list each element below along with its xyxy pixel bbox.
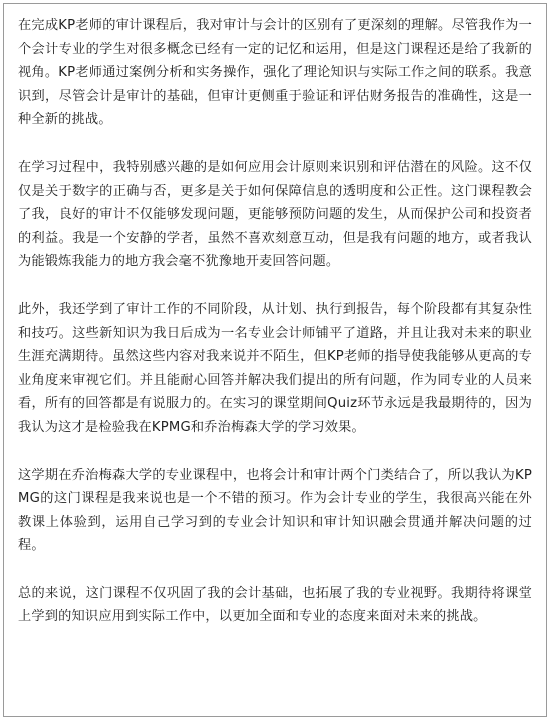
paragraph-2: 在学习过程中，我特别感兴趣的是如何应用会计原则来识别和评估潜在的风险。这不仅仅是关于数字的正确与否，更多是关于如何保障信息的透明度和公正性。这门课程教会了我，良好的审计不仅能够发现问题，更能够预防问题的发生，从而保护公司和投资者的利益。我是一个安静的学者，虽然不喜欢刻意互动，但是我有问题的地方，或者我认为能锻炼我能力的地方我会毫不犹豫地开麦回答问题。 [18, 159, 532, 270]
paragraph-3: 此外，我还学到了审计工作的不同阶段，从计划、执行到报告，每个阶段都有其复杂性和技巧。这些新知识为我日后成为一名专业会计师铺平了道路，并且让我对未来的职业生涯充满期待。虽然这些内容对我来说并不陌生，但KP老师的指导使我能够从更高的专业角度来审视它们。并且能耐心回答并解决我们提出的所有问题，作为同专业的人员来看，所有的回答都是有说服力的。在实习的课堂期间Quiz环节永远是我最期待的，因为我认为这才是检验我在KPMG和乔治梅森大学的学习效果。 [18, 301, 532, 435]
paragraph-1: 在完成KP老师的审计课程后，我对审计与会计的区别有了更深刻的理解。尽管我作为一个会计专业的学生对很多概念已经有一定的记忆和运用，但是这门课程还是给了我新的视角。KP老师通过案例分析和实务操作，强化了理论知识与实际工作之间的联系。我意识到，尽管会计是审计的基础，但审计更侧重于验证和评估财务报告的准确性，这是一种全新的挑战。 [18, 18, 532, 128]
paragraph-5: 总的来说，这门课程不仅巩固了我的会计基础，也拓展了我的专业视野。我期待将课堂上学到的知识应用到实际工作中，以更加全面和专业的态度来面对未来的挑战。 [18, 585, 532, 625]
paragraph-4: 这学期在乔治梅森大学的专业课程中，也将会计和审计两个门类结合了，所以我认为KPMG的这门课程是我来说也是一个不错的预习。作为会计专业的学生，我很高兴能在外教课上体验到，运用自己学习到的专业会计知识和审计知识融会贯通并解决问题的过程。 [18, 467, 532, 554]
document-page [3, 3, 547, 717]
